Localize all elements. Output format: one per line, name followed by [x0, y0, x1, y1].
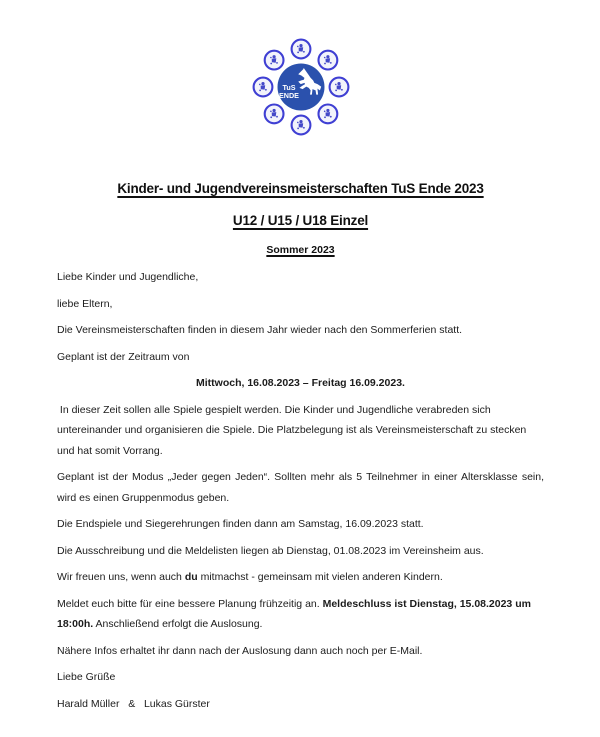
participation-appeal [57, 567, 544, 588]
logo-text-line2: ENDE [278, 91, 299, 100]
tus-ende-club-logo [252, 38, 350, 136]
club-logo-container [252, 38, 350, 136]
deadline-bold-text: Meldeschluss ist Dienstag, 15.08.2023 um 18:00h. [57, 597, 534, 630]
deadline-pre: Meldet euch bitte für eine bessere Planung frühzeitig an. [57, 597, 323, 610]
email-info: Nähere Infos erhaltet ihr dann nach der Auslosung dann auch noch per E-Mail. [57, 644, 423, 657]
mode-details: Geplant ist der Modus „Jeder gegen Jeden“. Sollten mehr als 5 Teilnehmer in einer Altersklasse sein, wird es einen Gruppenmodus geben. [57, 471, 544, 504]
page-title: Kinder- und Jugendvereinsmeisterschaften TuS Ende 2023 [117, 181, 484, 196]
letter-body [57, 267, 544, 714]
greeting-line-2: liebe Eltern, [57, 297, 113, 310]
appeal-pre: Wir freuen uns, wenn auch [57, 571, 185, 583]
deadline-info [57, 594, 544, 635]
deadline-post: Anschließend erfolgt die Auslosung. [93, 618, 263, 630]
schedule-details: In dieser Zeit sollen alle Spiele gespielt werden. Die Kinder und Jugendliche verabreden sich untereinander und organisieren die Spiele. Die Platzbelegung ist als Vereinsmeisterschaft zu stecken und hat somit Vorrang. [57, 403, 530, 457]
satellite-badge [329, 78, 348, 97]
timeframe-intro: Geplant ist der Zeitraum von [57, 350, 190, 363]
logo-text-line1: TuS [281, 83, 296, 92]
satellite-badge [291, 116, 310, 135]
appeal-emphasis-du: du [184, 571, 198, 583]
greeting-line-1: Liebe Kinder und Jugendliche, [57, 271, 199, 283]
season-heading: Sommer 2023 [266, 244, 335, 256]
satellite-badge [318, 51, 337, 70]
registration-lists-info: Die Ausschreibung und die Meldelisten liegen ab Dienstag, 01.08.2023 im Vereinsheim aus. [57, 544, 484, 557]
logo-center-badge [277, 64, 324, 111]
satellite-badge [264, 105, 283, 124]
finals-info: Die Endspiele und Siegerehrungen finden dann am Samstag, 16.09.2023 statt. [57, 518, 424, 530]
satellite-badge [264, 51, 283, 70]
satellite-badge [253, 78, 272, 97]
intro-text: Die Vereinsmeisterschaften finden in diesem Jahr wieder nach den Sommerferien statt. [57, 324, 463, 336]
satellite-badge [291, 40, 310, 59]
event-dates: Mittwoch, 16.08.2023 – Freitag 16.09.2023. [196, 377, 405, 389]
closing-line: Liebe Grüße [57, 671, 116, 683]
satellite-badge [318, 105, 337, 124]
signature-line: Harald Müller & Lukas Gürster [57, 697, 210, 710]
appeal-post: mitmachst - gemeinsam mit vielen anderen Kindern. [197, 571, 443, 583]
page-subtitle: U12 / U15 / U18 Einzel [232, 213, 369, 228]
